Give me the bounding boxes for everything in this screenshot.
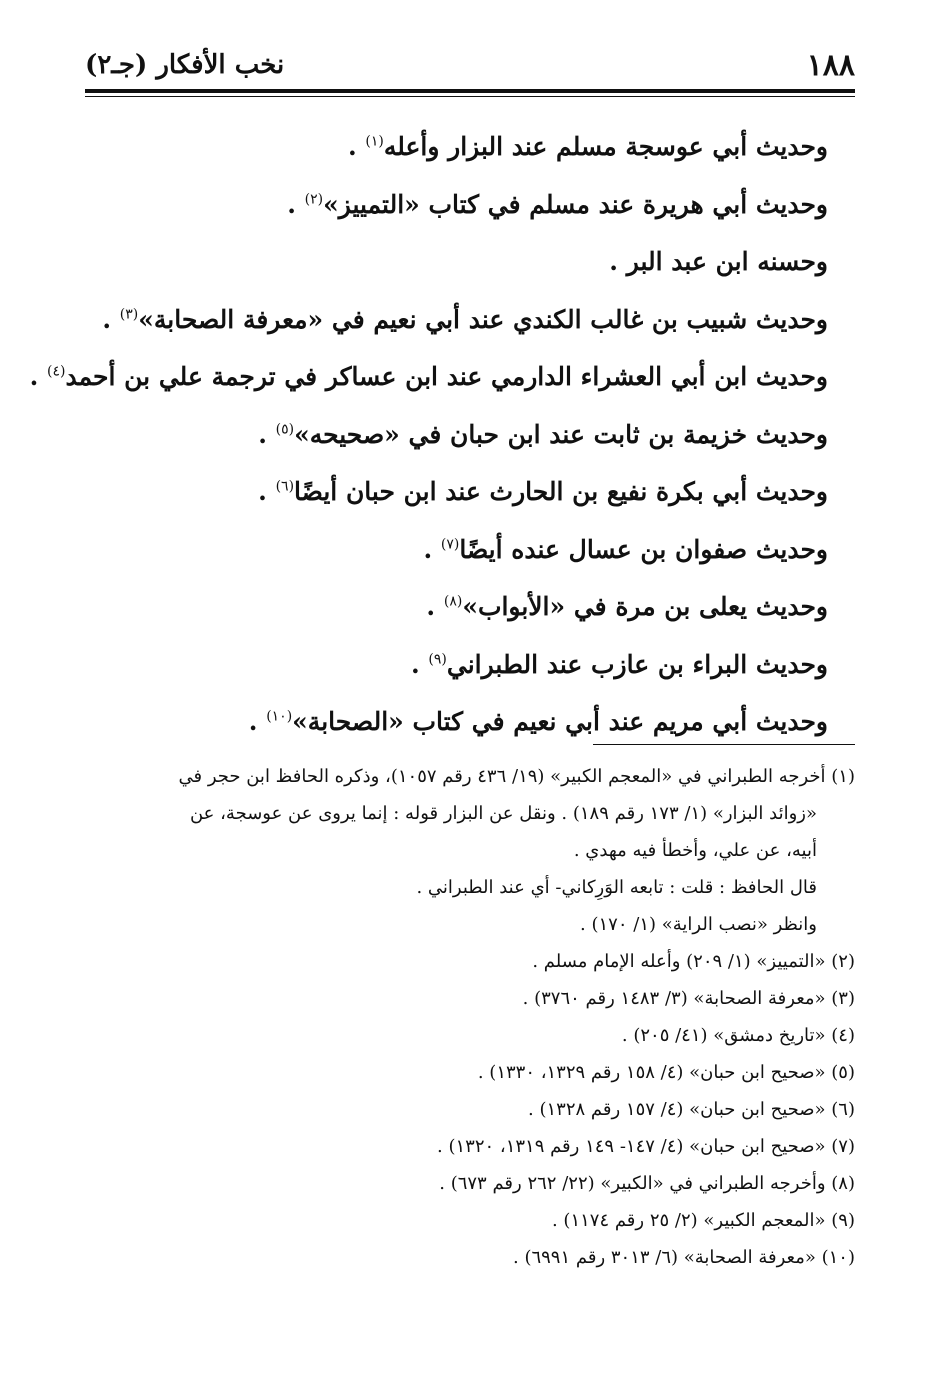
- line-end-punctuation: .: [426, 592, 444, 621]
- footnote-line: (٥) «صحيح ابن حبان» (٤/ ١٥٨ رقم ١٣٢٩، ١٣٣٠) .: [477, 1062, 855, 1083]
- footnote-reference: (٣): [119, 306, 139, 323]
- footnote-line: (٩) «المعجم الكبير» (٢/ ٢٥ رقم ١١٧٤) .: [551, 1210, 855, 1231]
- body-line: [29, 348, 828, 406]
- footnote-line: (١٠) «معرفة الصحابة» (٦/ ٣٠١٣ رقم ٦٩٩١) .: [513, 1247, 855, 1268]
- body-line-text: وحديث شبيب بن غالب الكندي عند أبي نعيم في «معرفة الصحابة»: [138, 304, 828, 334]
- footnote-line: وانظر «نصب الراية» (١/ ١٧٠) .: [580, 914, 817, 935]
- line-end-punctuation: .: [248, 707, 267, 736]
- header-rule-thick: [85, 89, 855, 93]
- footnote-reference: (٢): [304, 191, 324, 208]
- footnote-line: (٣) «معرفة الصحابة» (٣/ ١٤٨٣ رقم ٣٧٦٠) .: [522, 988, 855, 1009]
- body-line: [88, 578, 828, 636]
- body-line-text: وحديث أبي عوسجة مسلم عند البزار وأعله: [383, 132, 828, 161]
- body-line: [88, 233, 828, 291]
- header-rule-thin: [85, 96, 855, 97]
- body-line-text: وحديث خزيمة بن ثابت عند ابن حبان في «صحيحه»: [294, 419, 828, 449]
- footnote-line: (٤) «تاريخ دمشق» (٤١/ ٢٠٥) .: [621, 1025, 855, 1046]
- body-line-text: وحديث صفوان بن عسال عنده أيضًا: [459, 534, 828, 564]
- line-end-punctuation: .: [423, 534, 441, 564]
- body-line: [88, 118, 828, 176]
- footnote-line: «زوائد البزار» (١/ ١٧٣ رقم ١٨٩) . ونقل عن البزار قوله : إنما يروى عن عوسجة، عن: [189, 803, 817, 824]
- page-header: [85, 48, 855, 88]
- main-text: [29, 118, 828, 751]
- footnote-line: (٨) وأخرجه الطبراني في «الكبير» (٢٢/ ٢٦٢ رقم ٦٧٣) .: [439, 1173, 855, 1194]
- footnote-line: (٧) «صحيح ابن حبان» (٤/ ١٤٧- ١٤٩ رقم ١٣١٩، ١٣٢٠) .: [437, 1136, 855, 1157]
- footnote-reference: (٨): [443, 593, 463, 610]
- footnote-line: أبيه، عن علي، وأخطأ فيه مهدي .: [573, 840, 817, 861]
- line-end-punctuation: .: [347, 132, 366, 161]
- body-line: [88, 176, 828, 234]
- line-end-punctuation: .: [410, 649, 429, 679]
- body-line-text: وحسنه ابن عبد البر .: [609, 247, 828, 276]
- body-line-text: وحديث البراء بن عازب عند الطبراني: [446, 649, 828, 679]
- footnote-reference: (٦): [275, 478, 295, 495]
- line-end-punctuation: .: [29, 362, 47, 391]
- footnote-line: قال الحافظ : قلت : تابعه الوَرِكاني- أي عند الطبراني .: [416, 877, 817, 898]
- body-line: [88, 693, 828, 751]
- footnote-line: (٦) «صحيح ابن حبان» (٤/ ١٥٧ رقم ١٣٢٨) .: [528, 1099, 855, 1120]
- body-line: [88, 463, 828, 521]
- footnote-reference: (٤): [47, 363, 66, 380]
- footnotes: [85, 758, 855, 1276]
- line-end-punctuation: .: [287, 189, 305, 219]
- footnote-reference: (٧): [440, 536, 460, 553]
- footnote-line: (٢) «التمييز» (١/ ٢٠٩) وأعله الإمام مسلم .: [532, 951, 855, 972]
- footnote-reference: (١): [365, 133, 384, 150]
- line-end-punctuation: .: [258, 419, 276, 449]
- body-line-text: وحديث ابن أبي العشراء الدارمي عند ابن عساكر في ترجمة علي بن أحمد: [65, 362, 828, 391]
- line-end-punctuation: .: [102, 304, 120, 334]
- body-line: [88, 636, 828, 694]
- footnote-reference: (٥): [275, 421, 295, 438]
- body-line-text: وحديث أبي مريم عند أبي نعيم في كتاب «الصحابة»: [292, 707, 828, 736]
- footnote-line: (١) أخرجه الطبراني في «المعجم الكبير» (١٩/ ٤٣٦ رقم ١٠٥٧)، وذكره الحافظ ابن حجر في: [178, 766, 855, 787]
- body-line-text: وحديث أبي هريرة عند مسلم في كتاب «التمييز»: [323, 189, 828, 219]
- body-line: [88, 291, 828, 349]
- line-end-punctuation: .: [258, 477, 276, 506]
- body-line: [88, 406, 828, 464]
- body-line-text: وحديث أبي بكرة نفيع بن الحارث عند ابن حبان أيضًا: [294, 477, 828, 506]
- footnote-reference: (٩): [428, 651, 447, 668]
- page-number: ١٨٨: [806, 48, 855, 83]
- footnote-separator: [593, 744, 855, 745]
- body-line-text: وحديث يعلى بن مرة في «الأبواب»: [462, 592, 828, 621]
- footnote-reference: (١٠): [266, 708, 293, 725]
- body-line: [88, 521, 828, 579]
- running-title: نخب الأفكار (جـ٢): [85, 50, 285, 80]
